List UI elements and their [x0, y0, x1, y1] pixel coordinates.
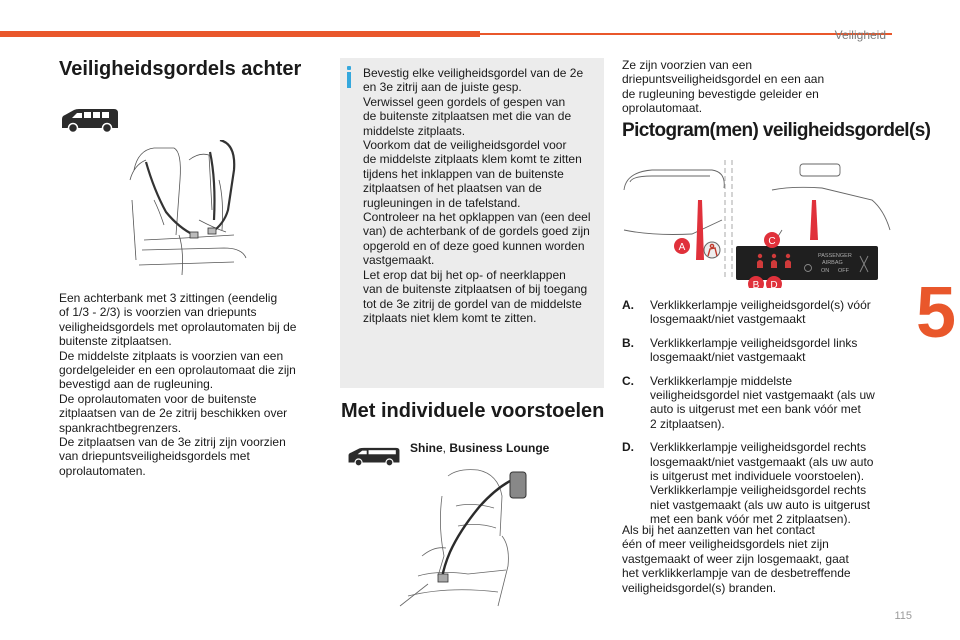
front-seat-seatbelt-illustration [398, 466, 544, 608]
individual-front-seats-title: Met individuele voorstoelen [341, 400, 605, 422]
rear-seatbelts-title: Veiligheidsgordels achter [59, 58, 302, 80]
warning-lamps-legend [622, 298, 892, 536]
header-accent-bar [0, 31, 480, 37]
van-icon [345, 447, 403, 467]
seatbelt-warning-lamps-illustration [622, 160, 892, 288]
callout-a [674, 238, 690, 254]
info-icon [346, 66, 352, 90]
airbag-label: AIRBAG [822, 260, 843, 266]
info-box [340, 58, 604, 388]
header-accent-line [480, 33, 892, 35]
rear-bench-seatbelt-illustration [124, 140, 250, 282]
warning-lamp-outro: Als bij het aanzetten van het contact één of meer veiligheidsgordels niet zijn vastgemaakt of weer zijn losgemaakt, gaat het verklikkerlampje van de desbetreffende veiligheidsgordel(s) branden. [622, 523, 851, 595]
passenger-label: PASSENGER [818, 253, 852, 259]
section-title: Veiligheid [834, 28, 886, 42]
airbag-on-label: ON [821, 268, 830, 274]
info-box-text: Bevestig elke veiligheidsgordel van de 2e en 3e zitrij aan de juiste gesp. Verwissel geen gordels of gespen van de buitenste zitplaatsen met die van de middelste zitplaats. Voorkom dat de veiligheidsgordel voor de middelste zitplaats klem komt te zitten tijdens het inklappen van de buitenste zitplaatsen of het plaatsen van de rugleuningen in de tafelstand. Controleer na het opklappen van (een deel van) de achterbank of de gordels goed zijn opgerold en of deze goed kunnen worden vastgemaakt. Let erop dat bij het op- of neerklappen van de buitenste zitplaatsen of bij toegang tot de 3e zitrij de gordel van de middelste zitplaats niet klem komt te zitten. [363, 66, 591, 325]
svg-text:C: C [768, 236, 776, 247]
svg-text:D: D [770, 280, 778, 288]
page-number: 115 [894, 610, 912, 622]
legend-item-a: A. Verklikkerlampje veiligheidsgordel(s) vóór losgemaakt/niet vastgemaakt [622, 298, 871, 327]
svg-text:B: B [752, 280, 760, 288]
rear-seatbelts-description: Een achterbank met 3 zittingen (eendelig of 1/3 - 2/3) is voorzien van driepunts veiligheidsgordels met oprolautomaten bij de buitenste zitplaatsen. De middelste zitplaats is voorzien van een gordelgeleider en een oprolautomaat die zijn bevestigd aan de rugleuning. De oprolautomaten voor de buitenste zitplaatsen van de 2e zitrij beschikken over spankrachtbegrenzers. De zitplaatsen van de 3e zitrij zijn voorzien van driepuntsveiligheidsgordels met oprolautomaten. [59, 291, 297, 478]
seatbelt-pictogram-title: Pictogram(men) veiligheidsgordel(s) [622, 120, 931, 141]
callout-c [764, 232, 780, 248]
legend-item-d: D. Verklikkerlampje veiligheidsgordel rechts losgemaakt/niet vastgemaakt (als uw auto is uitgerust met individuele voorstoelen). Verklikkerlampje veiligheidsgordel rechts niet vastgemaakt (als uw auto is uitgerust met een bank vóór met 2 zitplaatsen). [622, 440, 874, 527]
chapter-number: 5 [916, 273, 957, 353]
svg-text:A: A [678, 242, 686, 253]
van-icon [60, 108, 120, 134]
legend-item-c: C. Verklikkerlampje middelste veiligheidsgordel niet vastgemaakt (als uw auto is uitgerust met een bank vóór met 2 zitplaatsen). [622, 373, 875, 431]
airbag-off-label: OFF [838, 268, 849, 274]
front-seats-intro: Ze zijn voorzien van een driepuntsveiligheidsgordel en een aan de rugleuning bevestigde geleider en oprolautomaat. [622, 58, 825, 116]
legend-item-b: B. Verklikkerlampje veiligheidsgordel links losgemaakt/niet vastgemaakt [622, 335, 858, 365]
version-label: Shine, Business Lounge [410, 441, 550, 455]
